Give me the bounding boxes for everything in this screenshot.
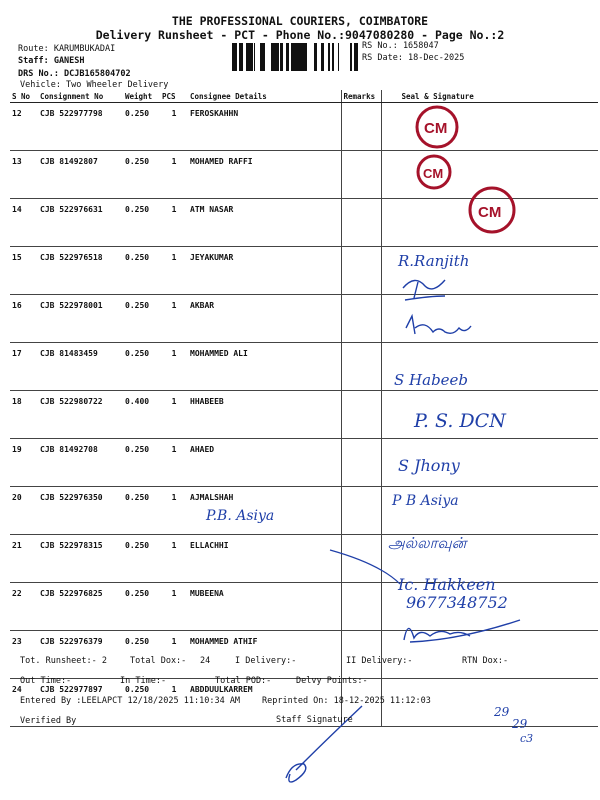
out-time: Out Time:-: [20, 676, 72, 686]
cell-pcs: 1: [160, 535, 188, 583]
cell-weight: 0.250: [123, 535, 160, 583]
table-row: [10, 199, 598, 247]
cell-pcs: 1: [160, 631, 188, 679]
cell-consignee: AJMALSHAH: [188, 487, 341, 535]
delvy-points: Delvy Points:-: [296, 676, 368, 686]
cell-pcs: 1: [160, 103, 188, 151]
table-row: [10, 103, 598, 151]
total-dox-label: Total Dox:-: [130, 656, 187, 666]
ii-delivery: II Delivery:-: [346, 656, 413, 666]
cell-sno: 13: [10, 151, 38, 199]
table-row: [10, 151, 598, 199]
rs-date: RS Date: 18-Dec-2025: [362, 53, 465, 63]
cell-remarks: [341, 247, 381, 295]
signature-row-21-inline: P.B. Asiya: [206, 508, 275, 524]
cell-sno: 19: [10, 439, 38, 487]
cell-consignee: MOHAMMED ALI: [188, 343, 341, 391]
cell-weight: 0.250: [123, 439, 160, 487]
cell-consignment: CJB 522976379: [38, 631, 123, 679]
cell-seal-signature: [381, 247, 598, 295]
cell-sno: 23: [10, 631, 38, 679]
verified-by: Verified By: [20, 716, 77, 726]
cell-consignee: MOHAMMED ATHIF: [188, 631, 341, 679]
cell-seal-signature: [381, 151, 598, 199]
barcode-icon: [232, 43, 358, 71]
cell-consignment: CJB 522976350: [38, 487, 123, 535]
runsheet-title: Delivery Runsheet - PCT - Phone No.:9047080280 - Page No.:2: [95, 28, 505, 42]
cell-seal-signature: [381, 199, 598, 247]
cell-consignment: CJB 522978315: [38, 535, 123, 583]
cell-sno: 15: [10, 247, 38, 295]
cell-consignment: CJB 522976518: [38, 247, 123, 295]
date-note-3: c3: [520, 732, 534, 745]
cell-remarks: [341, 391, 381, 439]
table-row: [10, 439, 598, 487]
cell-consignment: CJB 522980722: [38, 391, 123, 439]
cell-seal-signature: [381, 487, 598, 535]
cell-weight: 0.250: [123, 199, 160, 247]
cell-remarks: [341, 103, 381, 151]
cell-weight: 0.400: [123, 391, 160, 439]
signature-row-15: R.Ranjith: [398, 252, 470, 270]
signature-row-23: Ic. Hakkeen: [398, 575, 496, 594]
table-row: [10, 343, 598, 391]
col-consignment: Consignment No: [38, 90, 123, 103]
total-pod: Total POD:-: [215, 676, 272, 686]
cell-pcs: 1: [160, 247, 188, 295]
cell-consignee: JEYAKUMAR: [188, 247, 341, 295]
table-row: [10, 583, 598, 631]
cell-consignment: CJB 81492708: [38, 439, 123, 487]
cell-remarks: [341, 343, 381, 391]
tot-runsheet: Tot. Runsheet:- 2: [20, 656, 107, 666]
cell-sno: 12: [10, 103, 38, 151]
cell-weight: 0.250: [123, 295, 160, 343]
cell-remarks: [341, 535, 381, 583]
cell-consignee: ELLACHHI: [188, 535, 341, 583]
i-delivery: I Delivery:-: [235, 656, 297, 666]
drs-number: DRS No.: DCJB165804702: [18, 69, 131, 79]
cell-pcs: 1: [160, 151, 188, 199]
staff: Staff: GANESH: [18, 56, 85, 66]
cell-consignee: HHABEEB: [188, 391, 341, 439]
cell-pcs: 1: [160, 439, 188, 487]
date-note-2: 29: [512, 717, 528, 731]
table-row: [10, 535, 598, 583]
runsheet-table: [10, 90, 598, 727]
signature-row-19: P. S. DCN: [414, 410, 506, 432]
signature-row-22: அல்லாவுன்: [388, 534, 467, 552]
cell-consignee: AHAED: [188, 439, 341, 487]
cell-sno: 20: [10, 487, 38, 535]
table-row: [10, 247, 598, 295]
cell-sno: 22: [10, 583, 38, 631]
cell-consignee: AKBAR: [188, 295, 341, 343]
cell-consignee: MOHAMED RAFFI: [188, 151, 341, 199]
cell-pcs: 1: [160, 679, 188, 727]
col-seal: Seal & Signature: [381, 90, 598, 103]
svg-text:CM: CM: [423, 166, 444, 181]
cell-pcs: 1: [160, 343, 188, 391]
svg-text:CM: CM: [478, 204, 502, 221]
total-dox-value: 24: [200, 656, 211, 666]
cell-consignee: ATM NASAR: [188, 199, 341, 247]
cell-consignment: CJB 522978001: [38, 295, 123, 343]
vehicle: Vehicle: Two Wheeler Delivery: [20, 80, 169, 90]
cell-seal-signature: [381, 535, 598, 583]
cell-weight: 0.250: [123, 343, 160, 391]
signature-row-21: P B Asiya: [392, 493, 459, 509]
col-remarks: Remarks: [341, 90, 381, 103]
table-row: [10, 295, 598, 343]
cell-remarks: [341, 295, 381, 343]
cell-consignee: MUBEENA: [188, 583, 341, 631]
cell-seal-signature: [381, 631, 598, 679]
table-row: [10, 631, 598, 679]
cell-remarks: [341, 487, 381, 535]
cell-remarks: [341, 583, 381, 631]
staff-signature-label: Staff Signature: [276, 715, 353, 725]
route: Route: KARUMBUKADAI: [18, 44, 116, 54]
cell-sno: 24: [10, 679, 38, 727]
cell-consignment: CJB 522977798: [38, 103, 123, 151]
col-sno: S No: [10, 90, 38, 103]
cell-weight: 0.250: [123, 583, 160, 631]
cell-seal-signature: [381, 295, 598, 343]
cell-seal-signature: [381, 391, 598, 439]
cell-remarks: [341, 631, 381, 679]
cell-consignee: ABDDUULKARREM: [188, 679, 341, 727]
reprinted-on: Reprinted On: 18-12-2025 11:12:03: [262, 696, 431, 706]
cell-pcs: 1: [160, 583, 188, 631]
in-time: In Time:-: [120, 676, 167, 686]
cell-consignment: CJB 522976825: [38, 583, 123, 631]
cell-remarks: [341, 151, 381, 199]
cell-sno: 18: [10, 391, 38, 439]
cell-remarks: [341, 439, 381, 487]
cell-consignee: FEROSKAHHN: [188, 103, 341, 151]
cell-sno: 21: [10, 535, 38, 583]
signature-row-18: S Habeeb: [394, 371, 469, 389]
rs-number: RS No.: 1658047: [362, 41, 439, 51]
entered-by: Entered By :LEELAPCT 12/18/2025 11:10:34 AM: [20, 696, 241, 706]
cell-sno: 14: [10, 199, 38, 247]
cell-weight: 0.250: [123, 103, 160, 151]
cell-seal-signature: [381, 343, 598, 391]
cell-remarks: [341, 199, 381, 247]
date-note-1: 29: [494, 705, 510, 719]
cell-seal-signature: [381, 583, 598, 631]
cell-weight: 0.250: [123, 679, 160, 727]
cell-sno: 17: [10, 343, 38, 391]
cell-pcs: 1: [160, 487, 188, 535]
table-row: [10, 391, 598, 439]
phone-note-row-23: 9677348752: [406, 593, 508, 612]
cell-weight: 0.250: [123, 247, 160, 295]
cell-pcs: 1: [160, 199, 188, 247]
cell-pcs: 1: [160, 295, 188, 343]
svg-text:CM: CM: [424, 120, 448, 137]
company-name: THE PROFESSIONAL COURIERS, COIMBATORE: [171, 14, 429, 28]
table-header-row: [10, 90, 598, 103]
cell-consignment: CJB 81492807: [38, 151, 123, 199]
cell-weight: 0.250: [123, 151, 160, 199]
cell-pcs: 1: [160, 391, 188, 439]
cell-weight: 0.250: [123, 631, 160, 679]
rtn-dox: RTN Dox:-: [462, 656, 509, 666]
cell-sno: 16: [10, 295, 38, 343]
col-weight: Weight: [123, 90, 160, 103]
col-pcs: PCS: [160, 90, 188, 103]
cell-seal-signature: [381, 439, 598, 487]
cell-consignment: CJB 522977897: [38, 679, 123, 727]
signature-row-20: S Jhony: [398, 456, 460, 475]
cell-weight: 0.250: [123, 487, 160, 535]
col-consignee: Consignee Details: [188, 90, 341, 103]
cell-consignment: CJB 81483459: [38, 343, 123, 391]
cell-consignment: CJB 522976631: [38, 199, 123, 247]
cell-seal-signature: [381, 103, 598, 151]
table-row: [10, 487, 598, 535]
